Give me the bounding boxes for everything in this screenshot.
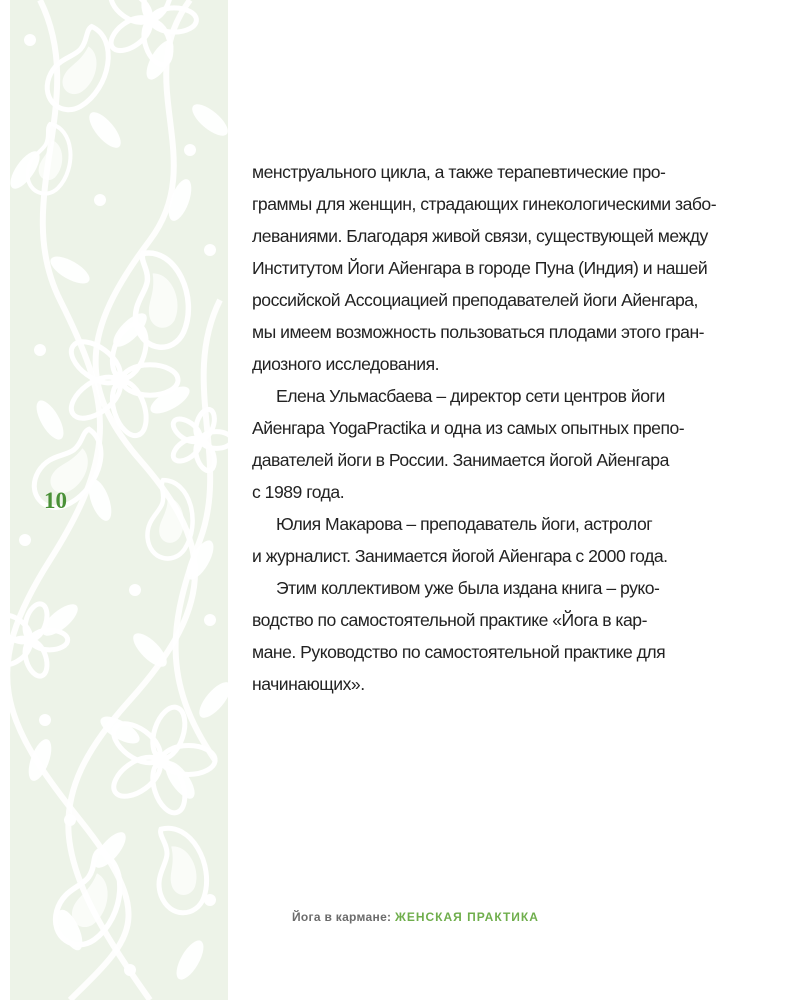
text-line: Этим коллективом уже была издана книга – руко-: [276, 578, 660, 598]
page-number: 10: [44, 488, 67, 513]
text-line: и журналист. Занимается йогой Айенгара с 2000 года.: [252, 546, 668, 566]
text-line: с 1989 года.: [252, 482, 345, 502]
text-line: мане. Руководство по самостоятельной практике для: [252, 642, 666, 662]
floral-ornament-strip: [10, 0, 228, 1000]
floral-pattern-icon: [10, 0, 228, 1000]
text-line: водство по самостоятельной практике «Йога в кар-: [252, 610, 647, 630]
text-line: граммы для женщин, страдающих гинекологическими забо-: [252, 194, 717, 214]
text-line: давателей йоги в России. Занимается йогой Айенгара: [252, 450, 669, 470]
text-line: леваниями. Благодаря живой связи, существующей между: [252, 226, 708, 246]
text-line: диозного исследования.: [252, 354, 439, 374]
text-line: Елена Ульмасбаева – директор сети центров йоги: [276, 386, 665, 406]
text-line: Айенгара YogaPractika и одна из самых опытных препо-: [252, 418, 685, 438]
text-line: менструального цикла, а также терапевтические про-: [252, 162, 666, 182]
text-line: Юлия Макарова – преподаватель йоги, астролог: [276, 514, 653, 534]
text-line: начинающих».: [252, 674, 365, 694]
text-line: Институтом Йоги Айенгара в городе Пуна (Индия) и нашей: [252, 258, 708, 278]
footer-book-title: Йога в кармане:: [292, 910, 395, 924]
running-footer: [292, 910, 539, 924]
text-line: российской Ассоциацией преподавателей йоги Айенгара,: [252, 290, 698, 310]
text-line: мы имеем возможность пользоваться плодами этого гран-: [252, 322, 705, 342]
footer-series-title: ЖЕНСКАЯ ПРАКТИКА: [394, 910, 539, 924]
body-text: [252, 156, 722, 700]
